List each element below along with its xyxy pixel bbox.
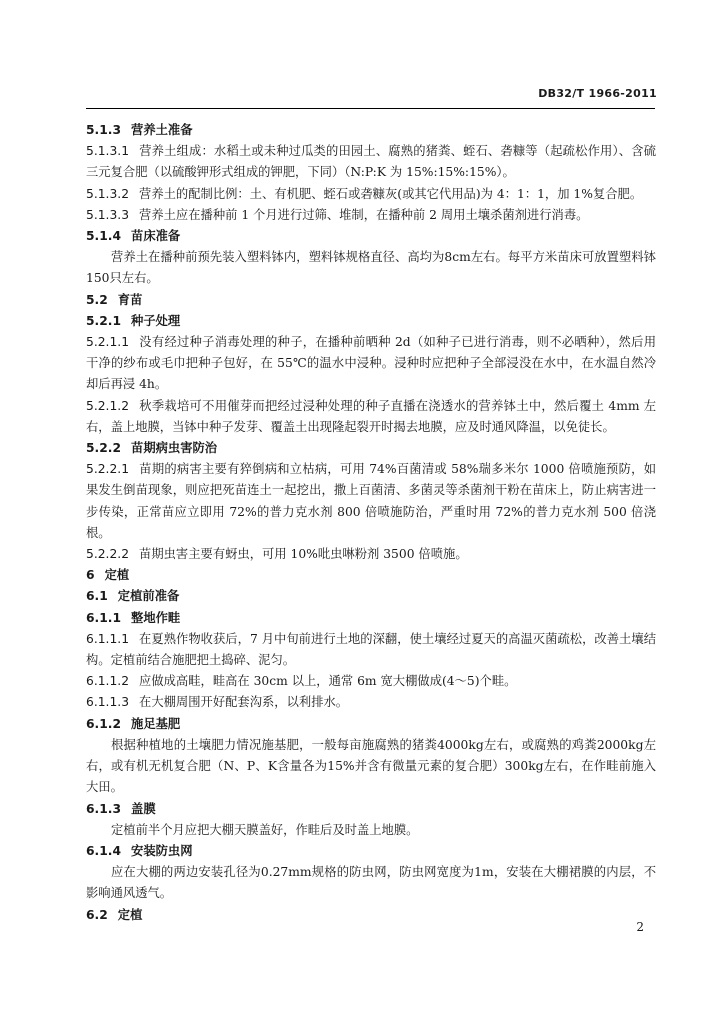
- paragraph-text: 苗期虫害主要有蚜虫，可用 10%吡虫啉粉剂 3500 倍喷施。: [139, 547, 468, 562]
- clause-number: 6.1.1.2: [86, 674, 130, 689]
- section-heading: [86, 438, 656, 459]
- body-paragraph: [86, 247, 656, 289]
- section-heading: [86, 608, 656, 629]
- paragraph-text: 盖膜: [131, 801, 156, 816]
- paragraph-text: 营养土在播种前预先装入塑料钵内，塑料钵规格直径、高均为8cm左右。每平方米苗床可放置塑料钵150只左右。: [86, 250, 656, 286]
- clause-number: 6.1.1: [86, 610, 122, 625]
- clause-number: 5.1.3: [86, 123, 122, 137]
- paragraph-text: 在夏熟作物收获后，7 月中旬前进行土地的深翻，使土壤经过夏天的高温灭菌疏松，改善土壤结构。定植前结合施肥把土捣碎、泥匀。: [86, 631, 656, 668]
- paragraph-text: 施足基肥: [131, 716, 181, 731]
- clause-paragraph: [86, 671, 656, 692]
- clause-paragraph: [86, 692, 656, 713]
- clause-number: 5.2.2.1: [86, 462, 130, 477]
- section-heading: [86, 565, 656, 586]
- clause-number: 5.1.3.1: [86, 144, 130, 159]
- paragraph-text: 应做成高畦，畦高在 30cm 以上，通常 6m 宽大棚做成(4～5)个畦。: [139, 674, 517, 689]
- clause-number: 5.1.4: [86, 229, 122, 244]
- clause-number: 5.2: [86, 292, 108, 307]
- body-paragraph: [86, 735, 656, 799]
- body-paragraph: [86, 820, 656, 841]
- clause-number: 5.1.3.2: [86, 186, 130, 201]
- paragraph-text: 营养土组成：水稻土或未种过瓜类的田园土、腐熟的猪粪、蛭石、砻糠等（起疏松作用）、含硫三元复合肥（以硫酸钾形式组成的钾肥，下同）（N:P:K 为 15%:15%:15%）。: [86, 144, 656, 180]
- document-body: [86, 120, 656, 926]
- paragraph-text: 在大棚周围开好配套沟系，以利排水。: [139, 695, 349, 710]
- clause-number: 6.1.2: [86, 716, 122, 731]
- clause-paragraph: [86, 629, 656, 671]
- paragraph-text: 苗期的病害主要有猝倒病和立枯病，可用 74%百菌清或 58%瑞多米尔 1000 倍喷施预防，如果发生倒苗现象，则应把死苗连土一起挖出，撒上百菌清、多菌灵等杀菌剂干粉在苗床上，防止病害进一步传染，正常苗应立即用 72%的普力克水剂 800 倍喷施防治，严重时用 72%的普力克水剂 500 倍浇根。: [86, 462, 656, 540]
- paragraph-text: 苗床准备: [131, 229, 181, 244]
- document-code: DB32/T 1966-2011: [538, 87, 657, 100]
- section-heading: [86, 905, 656, 926]
- clause-number: 6.1.4: [86, 843, 122, 858]
- paragraph-text: 定植: [104, 568, 130, 583]
- clause-number: 5.2.1.1: [86, 335, 130, 350]
- section-heading: [86, 311, 656, 332]
- paragraph-text: 种子处理: [131, 313, 181, 328]
- clause-number: 5.2.1: [86, 313, 122, 328]
- clause-paragraph: [86, 205, 656, 226]
- clause-number: 5.2.1.2: [86, 398, 130, 413]
- clause-number: 6.1.1.3: [86, 695, 130, 710]
- clause-paragraph: [86, 184, 656, 205]
- body-paragraph: [86, 862, 656, 904]
- section-heading: [86, 226, 656, 247]
- paragraph-text: 定植前半个月应把大棚天膜盖好，作畦后及时盖上地膜。: [111, 822, 419, 837]
- section-heading: [86, 586, 656, 607]
- paragraph-text: 定植: [117, 907, 143, 922]
- paragraph-text: 根据种植地的土壤肥力情况施基肥，一般每亩施腐熟的猪粪4000kg左右，或腐熟的鸡粪2000kg左右，或有机无机复合肥（N、P、K含量各为15%并含有微量元素的复合肥）300kg左右，在作畦前施入大田。: [86, 737, 656, 795]
- section-heading: [86, 799, 656, 820]
- clause-number: 5.2.2.2: [86, 547, 130, 562]
- clause-paragraph: [86, 396, 656, 438]
- clause-number: 6.1.1.1: [86, 631, 130, 646]
- page-number: 2: [636, 920, 644, 934]
- paragraph-text: 营养土准备: [131, 123, 193, 137]
- paragraph-text: 整地作畦: [131, 610, 181, 625]
- header-rule: [86, 108, 655, 109]
- clause-paragraph: [86, 141, 656, 183]
- clause-paragraph: [86, 459, 656, 544]
- clause-number: 6.1: [86, 589, 108, 604]
- paragraph-text: 没有经过种子消毒处理的种子，在播种前晒种 2d（如种子已进行消毒，则不必晒种），然后用干净的纱布或毛巾把种子包好，在 55℃的温水中浸种。浸种时应把种子全部浸没在水中，在水温自然冷却后再浸 4h。: [86, 335, 656, 392]
- paragraph-text: 营养土的配制比例：土、有机肥、蛭石或砻糠灰(或其它代用品)为 4：1：1，加 1%复合肥。: [139, 186, 643, 201]
- paragraph-text: 营养土应在播种前 1 个月进行过筛、堆制，在播种前 2 周用土壤杀菌剂进行消毒。: [139, 207, 589, 222]
- section-heading: [86, 120, 656, 141]
- paragraph-text: 育苗: [117, 292, 143, 307]
- clause-number: 6: [86, 568, 95, 583]
- paragraph-text: 应在大棚的两边安装孔径为0.27mm规格的防虫网，防虫网宽度为1m，安装在大棚裙膜的内层，不影响通风透气。: [86, 865, 656, 901]
- clause-number: 6.2: [86, 907, 108, 922]
- paragraph-text: 定植前准备: [117, 589, 180, 604]
- section-heading: [86, 290, 656, 311]
- paragraph-text: 安装防虫网: [131, 843, 193, 858]
- clause-paragraph: [86, 544, 656, 565]
- paragraph-text: 苗期病虫害防治: [131, 441, 218, 456]
- clause-number: 5.1.3.3: [86, 207, 130, 222]
- clause-number: 5.2.2: [86, 441, 122, 456]
- clause-paragraph: [86, 332, 656, 396]
- section-heading: [86, 714, 656, 735]
- paragraph-text: 秋季栽培可不用催芽而把经过浸种处理的种子直播在浇透水的营养钵土中，然后覆土 4mm 左右，盖上地膜，当钵中种子发芽、覆盖土出现隆起裂开时揭去地膜，应及时通风降温，以免徒长。: [86, 398, 656, 434]
- section-heading: [86, 841, 656, 862]
- clause-number: 6.1.3: [86, 801, 122, 816]
